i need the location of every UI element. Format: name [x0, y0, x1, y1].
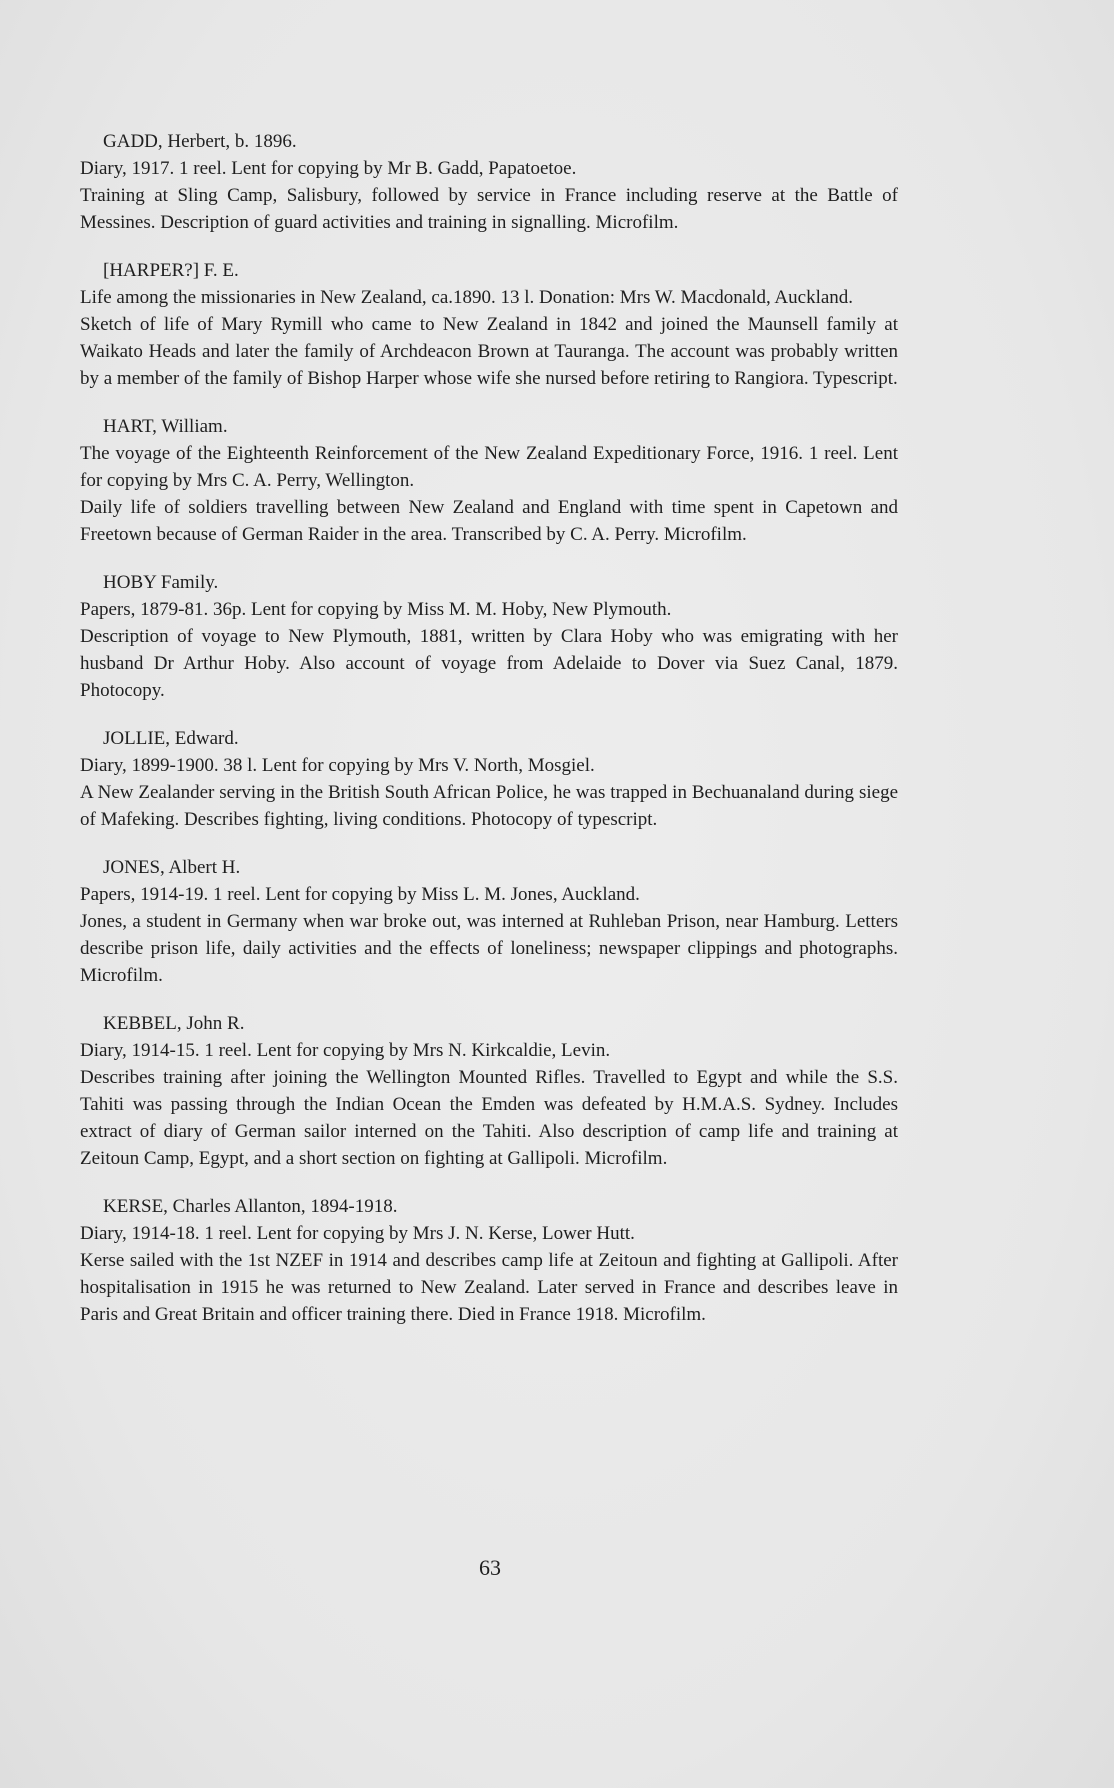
catalogue-entry — [80, 128, 898, 236]
entries-list — [80, 128, 898, 1349]
entry-heading: GADD, Herbert, b. 1896. — [103, 131, 297, 152]
entry-heading: [HARPER?] F. E. — [103, 260, 239, 281]
entry-heading: KERSE, Charles Allanton, 1894-1918. — [103, 1196, 398, 1217]
page-number: 63 — [479, 1555, 501, 1580]
entry-citation: Life among the missionaries in New Zealand, ca.1890. 13 l. Donation: Mrs W. Macdonald, Auckland. — [80, 287, 854, 308]
entry-heading: JONES, Albert H. — [103, 857, 241, 878]
catalogue-entry — [80, 854, 898, 989]
catalogue-entry — [80, 1010, 898, 1172]
entry-heading: HART, William. — [103, 416, 228, 437]
entry-citation: Diary, 1899-1900. 38 l. Lent for copying by Mrs V. North, Mosgiel. — [80, 755, 595, 776]
catalogue-entry — [80, 257, 898, 392]
entry-description: Kerse sailed with the 1st NZEF in 1914 and describes camp life at Zeitoun and fighting at Gallipoli. After hospitalisation in 1915 he was returned to New Zealand. Later served in France and describes leave in Paris and Great Britain and officer training there. Died in France 1918. Microfilm. — [80, 1250, 898, 1325]
entry-citation: Papers, 1914-19. 1 reel. Lent for copying by Miss L. M. Jones, Auckland. — [80, 884, 640, 905]
catalogue-entry — [80, 569, 898, 704]
entry-citation: Diary, 1914-18. 1 reel. Lent for copying by Mrs J. N. Kerse, Lower Hutt. — [80, 1223, 635, 1244]
entry-description: Sketch of life of Mary Rymill who came to New Zealand in 1842 and joined the Maunsell family at Waikato Heads and later the family of Archdeacon Brown at Tauranga. The account was probably written by a member of the family of Bishop Harper whose wife she nursed before retiring to Rangiora. Typescript. — [80, 314, 898, 389]
entry-heading: KEBBEL, John R. — [103, 1013, 245, 1034]
catalogue-entry — [80, 413, 898, 548]
entry-citation: Diary, 1917. 1 reel. Lent for copying by Mr B. Gadd, Papatoetoe. — [80, 158, 577, 179]
entry-description: A New Zealander serving in the British South African Police, he was trapped in Bechuanaland during siege of Mafeking. Describes fighting, living conditions. Photocopy of typescript. — [80, 782, 898, 830]
entry-citation: Diary, 1914-15. 1 reel. Lent for copying by Mrs N. Kirkcaldie, Levin. — [80, 1040, 611, 1061]
entry-description: Training at Sling Camp, Salisbury, followed by service in France including reserve at the Battle of Messines. Description of guard activities and training in signalling. Microfilm. — [80, 185, 898, 233]
catalogue-entry — [80, 725, 898, 833]
entry-description: Daily life of soldiers travelling between New Zealand and England with time spent in Capetown and Freetown because of German Raider in the area. Transcribed by C. A. Perry. Microfilm. — [80, 497, 898, 545]
entry-heading: JOLLIE, Edward. — [103, 728, 239, 749]
entry-description: Describes training after joining the Wellington Mounted Rifles. Travelled to Egypt and while the S.S. Tahiti was passing through the Indian Ocean the Emden was defeated by H.M.A.S. Sydney. Includes extract of diary of German sailor interned on the Tahiti. Also description of camp life and training at Zeitoun Camp, Egypt, and a short section on fighting at Gallipoli. Microfilm. — [80, 1067, 898, 1169]
entry-citation: The voyage of the Eighteenth Reinforcement of the New Zealand Expeditionary Force, 1916. 1 reel. Lent for copying by Mrs C. A. Perry, Wellington. — [80, 443, 898, 491]
entry-description: Description of voyage to New Plymouth, 1881, written by Clara Hoby who was emigrating with her husband Dr Arthur Hoby. Also account of voyage from Adelaide to Dover via Suez Canal, 1879. Photocopy. — [80, 626, 898, 701]
entry-heading: HOBY Family. — [103, 572, 219, 593]
entry-description: Jones, a student in Germany when war broke out, was interned at Ruhleban Prison, near Hamburg. Letters describe prison life, daily activities and the effects of loneliness; newspaper clippings and photographs. Microfilm. — [80, 911, 898, 986]
catalogue-entry — [80, 1193, 898, 1328]
entry-citation: Papers, 1879-81. 36p. Lent for copying by Miss M. M. Hoby, New Plymouth. — [80, 599, 672, 620]
